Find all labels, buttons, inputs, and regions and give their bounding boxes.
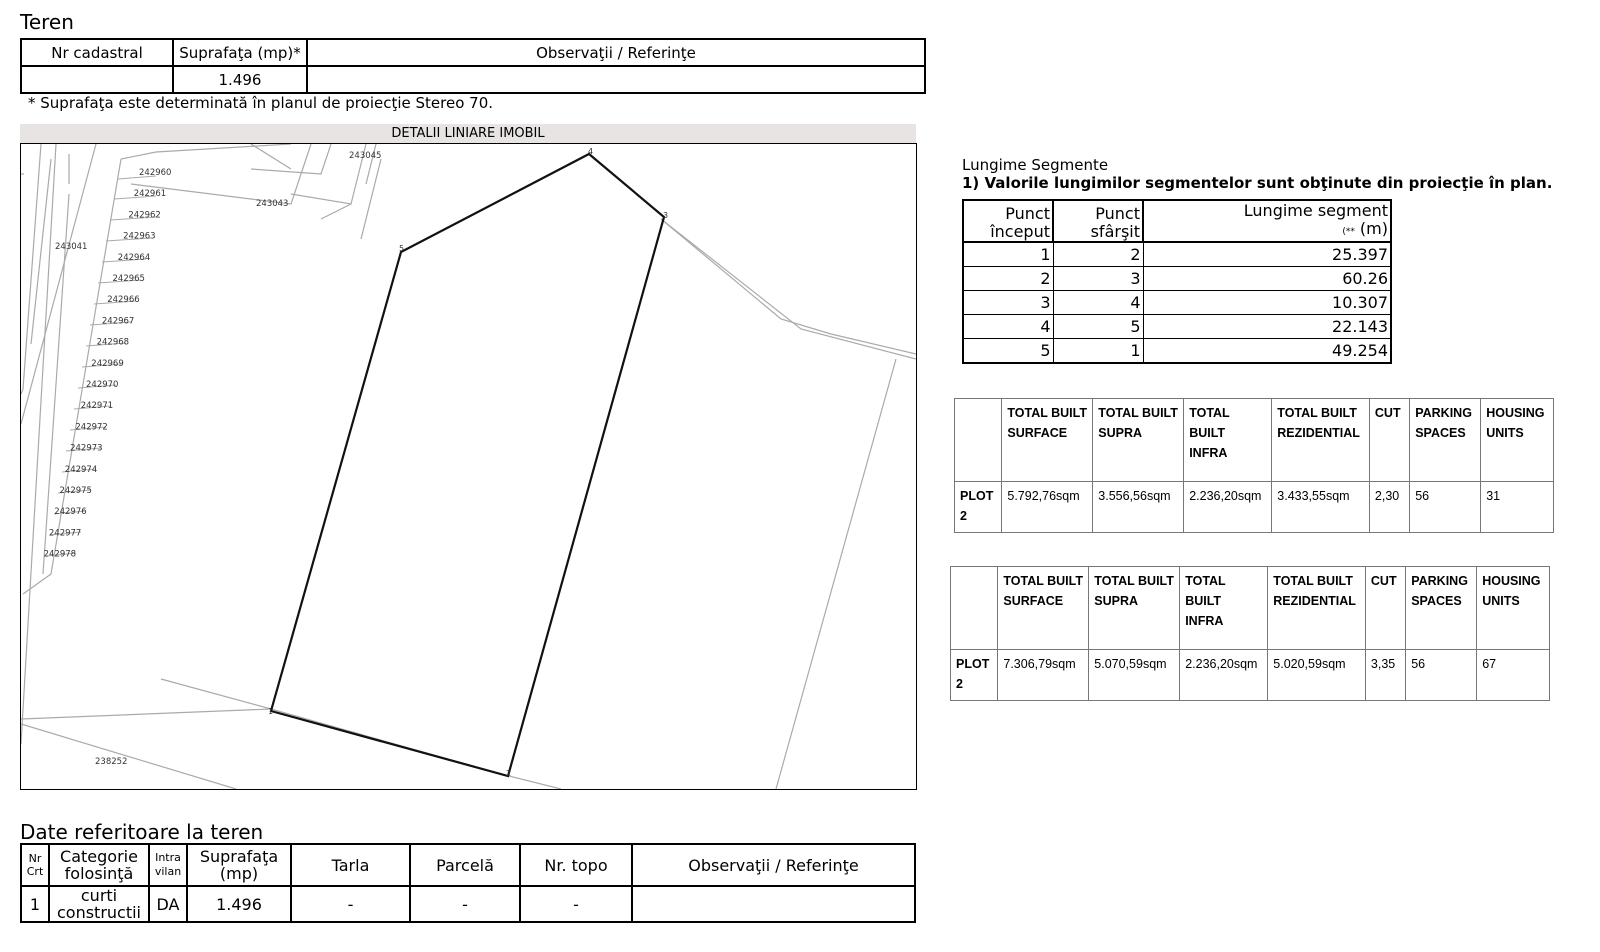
cell-nr-cadastral bbox=[21, 66, 173, 93]
segment-start: 3 bbox=[963, 291, 1053, 315]
segment-end: 2 bbox=[1053, 242, 1143, 267]
build_table_2-cell: 2.236,20sqm bbox=[1180, 650, 1268, 701]
segment-row bbox=[963, 267, 1391, 291]
build_table_2-cell: 56 bbox=[1406, 650, 1477, 701]
header-categorie bbox=[49, 844, 149, 886]
header-intra-1: Intra bbox=[155, 851, 181, 864]
build_table_1-cell: 3.433,55sqm bbox=[1272, 482, 1370, 533]
header-intravilan bbox=[149, 844, 187, 886]
parcel-number-label: 242962 bbox=[128, 210, 161, 221]
build_table_2-header: PARKING SPACES bbox=[1406, 567, 1477, 650]
build_table_1-cell: 3.556,56sqm bbox=[1093, 482, 1184, 533]
header-nr-cadastral: Nr cadastral bbox=[21, 39, 173, 66]
parcel-number-label: 242976 bbox=[54, 507, 87, 518]
header-tarla: Tarla bbox=[291, 844, 410, 886]
cadastral-map bbox=[20, 143, 917, 790]
build_table_1-header: TOTAL BUILT SURFACE bbox=[1002, 399, 1093, 482]
footnote: * Suprafaţa este determinată în planul de proiecţie Stereo 70. bbox=[28, 94, 494, 112]
header-end bbox=[1053, 200, 1143, 242]
header-end-1: Punct bbox=[1095, 204, 1140, 223]
vertex-label: 2 bbox=[506, 769, 512, 778]
parcel-number-label: 242965 bbox=[112, 274, 145, 284]
build_table_1-header bbox=[955, 399, 1002, 482]
build_table_2-header: TOTAL BUILT INFRA bbox=[1180, 567, 1268, 650]
segment-start: 1 bbox=[963, 242, 1053, 267]
segment-length: 49.254 bbox=[1143, 339, 1391, 364]
header-end-2: sfârşit bbox=[1090, 222, 1140, 241]
build-table-2 bbox=[950, 566, 1550, 701]
segment-row bbox=[963, 242, 1391, 267]
segment-start: 2 bbox=[963, 267, 1053, 291]
cell-observatii bbox=[307, 66, 925, 93]
date-table bbox=[20, 843, 916, 923]
segments-title bbox=[962, 156, 1552, 192]
header-length bbox=[1143, 200, 1391, 242]
build_table_2-header: TOTAL BUILT REZIDENTIAL bbox=[1268, 567, 1366, 650]
teren-table bbox=[20, 38, 926, 94]
build_table_1-header: CUT bbox=[1369, 399, 1409, 482]
build_table_1-cell: 56 bbox=[1410, 482, 1481, 533]
build_table_1-header: TOTAL BUILT SUPRA bbox=[1093, 399, 1184, 482]
header-intra-2: vilan bbox=[154, 865, 182, 878]
segment-row bbox=[963, 339, 1391, 364]
cell-categorie bbox=[49, 886, 149, 922]
build_table_2-cell: 5.020,59sqm bbox=[1268, 650, 1366, 701]
header-length-1: Lungime segment bbox=[1243, 201, 1388, 220]
header-start-2: început bbox=[990, 222, 1050, 241]
header-nr-1: Nr bbox=[28, 852, 42, 865]
build_table_1-cell: 5.792,76sqm bbox=[1002, 482, 1093, 533]
parcel-number-label: 243043 bbox=[256, 199, 289, 209]
parcel-number-label: 242963 bbox=[123, 231, 156, 242]
header-length-small: (** bbox=[1342, 227, 1355, 237]
vertex-label: 1 bbox=[268, 707, 274, 716]
parcel-number-label: 243041 bbox=[55, 242, 88, 252]
segment-length: 10.307 bbox=[1143, 291, 1391, 315]
header-supr-2: (mp) bbox=[219, 864, 259, 883]
build_table_2-cell: 5.070,59sqm bbox=[1089, 650, 1180, 701]
header-cat-1: Categorie bbox=[60, 847, 138, 866]
build_table_2-header bbox=[951, 567, 998, 650]
header-parcela: Parcelă bbox=[410, 844, 520, 886]
segment-end: 5 bbox=[1053, 315, 1143, 339]
header-length-unit: (m) bbox=[1359, 219, 1388, 238]
build_table_1-cell: 2.236,20sqm bbox=[1184, 482, 1272, 533]
vertex-label: 4 bbox=[588, 147, 594, 156]
parcel-number-label: 242964 bbox=[117, 252, 151, 263]
header-start bbox=[963, 200, 1053, 242]
segment-length: 60.26 bbox=[1143, 267, 1391, 291]
cell-cat-2: constructii bbox=[56, 903, 141, 922]
build_table_1-cell: 2,30 bbox=[1369, 482, 1409, 533]
parcel-number-label: 242978 bbox=[43, 549, 77, 560]
segment-row bbox=[963, 315, 1391, 339]
header-cat-2: folosinţă bbox=[64, 864, 134, 883]
build_table_1-header: TOTAL BUILT INFRA bbox=[1184, 399, 1272, 482]
header-nr-crt bbox=[21, 844, 49, 886]
build_table_2-header: TOTAL BUILT SUPRA bbox=[1089, 567, 1180, 650]
build_table_2-cell: 7.306,79sqm bbox=[998, 650, 1089, 701]
build_table_2-header: CUT bbox=[1365, 567, 1405, 650]
build_table_2-header: HOUSING UNITS bbox=[1477, 567, 1550, 650]
build_table_1-cell: 31 bbox=[1481, 482, 1554, 533]
segments-subtitle: 1) Valorile lungimilor segmentelor sunt obţinute din proiecţie în plan. bbox=[962, 174, 1553, 192]
parcel-number-label: 242971 bbox=[80, 401, 114, 412]
header-observatii-referinte: Observaţii / Referinţe bbox=[632, 844, 915, 886]
parcel-number-label: 242968 bbox=[96, 337, 130, 348]
parcel-number-label: 242966 bbox=[107, 295, 140, 306]
header-start-1: Punct bbox=[1005, 204, 1050, 223]
teren-title: Teren bbox=[20, 10, 74, 34]
build-table-1 bbox=[954, 398, 1554, 533]
vertex-label: 5 bbox=[399, 244, 405, 253]
header-nr-2: Crt bbox=[26, 865, 44, 878]
date-title: Date referitoare la teren bbox=[20, 820, 264, 844]
parcel-number-label: 242975 bbox=[59, 486, 92, 496]
segment-end: 1 bbox=[1053, 339, 1143, 364]
segment-end: 4 bbox=[1053, 291, 1143, 315]
parcel-number-label: 242973 bbox=[70, 443, 103, 454]
cell-parcela: - bbox=[410, 886, 520, 922]
segment-start: 5 bbox=[963, 339, 1053, 364]
build_table_1-header: HOUSING UNITS bbox=[1481, 399, 1554, 482]
segment-end: 3 bbox=[1053, 267, 1143, 291]
segments-table bbox=[962, 199, 1392, 364]
map-drawing bbox=[21, 144, 916, 789]
build_table_1-header: PARKING SPACES bbox=[1410, 399, 1481, 482]
cell-nr: 1 bbox=[21, 886, 49, 922]
parcel-number-label: 242960 bbox=[139, 168, 172, 178]
vertex-label: 3 bbox=[663, 211, 669, 220]
parcel-number-label: 243045 bbox=[349, 151, 382, 161]
segment-length: 22.143 bbox=[1143, 315, 1391, 339]
header-suprafata-mp bbox=[187, 844, 291, 886]
parcel-number-label: 242969 bbox=[91, 358, 124, 369]
parcel-number-label: 242967 bbox=[101, 316, 135, 327]
header-nr-topo: Nr. topo bbox=[520, 844, 632, 886]
cell-tarla: - bbox=[291, 886, 410, 922]
build_table_1-cell: PLOT 2 bbox=[955, 482, 1002, 533]
build_table_2-header: TOTAL BUILT SURFACE bbox=[998, 567, 1089, 650]
cell-suprafata: 1.496 bbox=[173, 66, 307, 93]
header-observatii: Observaţii / Referinţe bbox=[307, 39, 925, 66]
build_table_2-cell: PLOT 2 bbox=[951, 650, 998, 701]
cell-intravilan: DA bbox=[149, 886, 187, 922]
parcel-number-label: 242974 bbox=[64, 464, 98, 475]
build_table_2-cell: 3,35 bbox=[1365, 650, 1405, 701]
parcel-number-label: 242961 bbox=[133, 189, 167, 200]
map-header: DETALII LINIARE IMOBIL bbox=[20, 124, 916, 143]
build_table_1-header: TOTAL BUILT REZIDENTIAL bbox=[1272, 399, 1370, 482]
header-supr-1: Suprafaţa bbox=[199, 847, 279, 866]
parcel-number-label: 242970 bbox=[86, 380, 119, 390]
segment-start: 4 bbox=[963, 315, 1053, 339]
parcel-boundary bbox=[271, 154, 664, 776]
build_table_2-cell: 67 bbox=[1477, 650, 1550, 701]
cell-nr-topo: - bbox=[520, 886, 632, 922]
segment-row bbox=[963, 291, 1391, 315]
cell-suprafata-mp: 1.496 bbox=[187, 886, 291, 922]
segment-length: 25.397 bbox=[1143, 242, 1391, 267]
segments-title-text: Lungime Segmente bbox=[962, 156, 1109, 174]
parcel-number-label: 238252 bbox=[95, 757, 128, 767]
cell-observatii-referinte bbox=[632, 886, 915, 922]
header-suprafata: Suprafaţa (mp)* bbox=[173, 39, 307, 66]
parcel-number-label: 242977 bbox=[48, 528, 82, 539]
parcel-number-label: 242972 bbox=[75, 422, 108, 433]
cell-cat-1: curti bbox=[80, 886, 118, 905]
